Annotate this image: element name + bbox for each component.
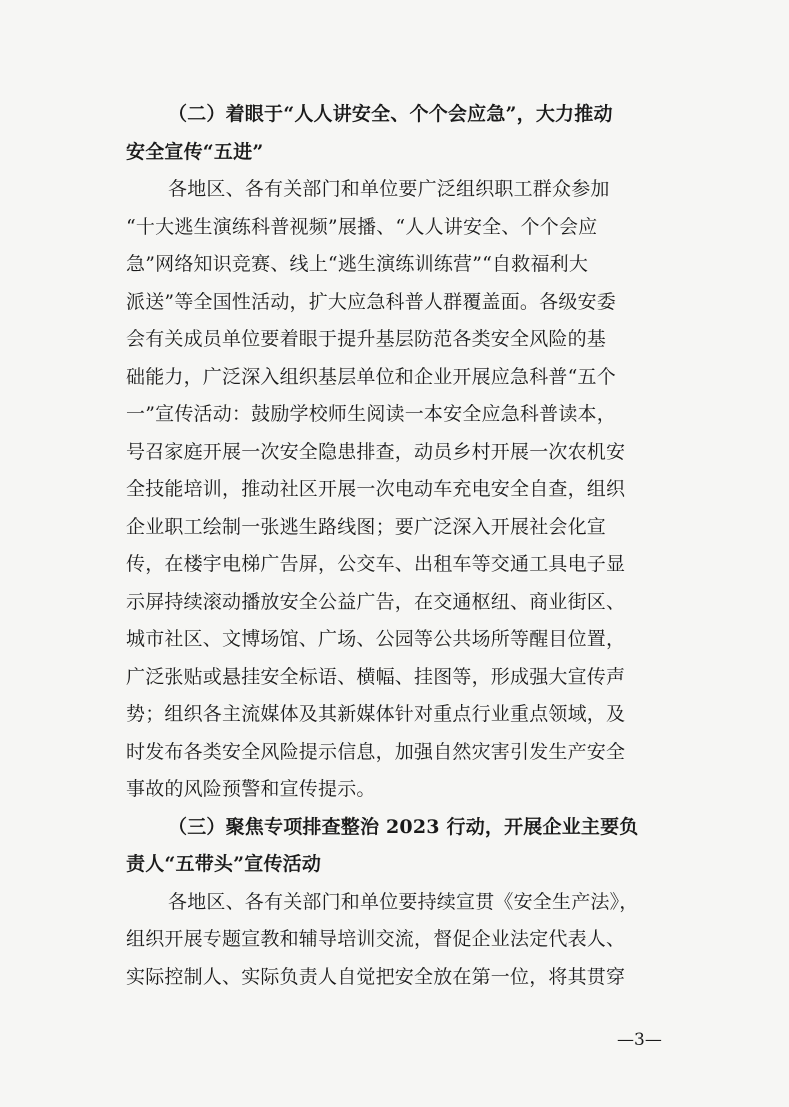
paragraph-line: 示屏持续滚动播放安全公益广告，在交通枢纽、商业街区、 — [126, 590, 626, 613]
paragraph-line: 会有关成员单位要着眼于提升基层防范各类安全风险的基 — [126, 328, 607, 350]
paragraph-line: 急”网络知识竞赛、线上“逃生演练训练营”“自救福利大 — [126, 253, 589, 275]
paragraph-line: 各地区、各有关部门和单位要持续宣贯《安全生产法》， — [168, 890, 639, 913]
paragraph-line: 础能力，广泛深入组织基层单位和企业开展应急科普“五个 — [126, 365, 616, 388]
paragraph-line: 组织开展专题宣教和辅导培训交流，督促企业法定代表人、 — [126, 928, 626, 950]
page-number: —3— — [617, 1030, 662, 1050]
paragraph-line: “十大逃生演练科普视频”展播、“人人讲安全、个个会应 — [126, 215, 598, 238]
paragraph-line: 企业职工绘制一张逃生路线图；要广泛深入开展社会化宣 — [126, 515, 607, 538]
paragraph-line: 各地区、各有关部门和单位要广泛组织职工群众参加 — [168, 178, 610, 200]
paragraph-line: 号召家庭开展一次安全隐患排查，动员乡村开展一次农机安 — [126, 440, 626, 463]
paragraph-line: 派送”等全国性活动，扩大应急科普人群覆盖面。各级安委 — [126, 290, 616, 313]
paragraph-line: 一”宣传活动：鼓励学校师生阅读一本安全应急科普读本， — [126, 403, 616, 425]
paragraph-line: 广泛张贴或悬挂安全标语、横幅、挂图等，形成强大宣传声 — [126, 665, 626, 688]
section-heading-2-cont: 安全宣传“五进” — [126, 140, 264, 163]
paragraph-line: 时发布各类安全风险提示信息，加强自然灾害引发生产安全 — [126, 740, 626, 763]
section-heading-3: （三）聚焦专项排查整治 2023 行动，开展企业主要负 — [168, 815, 639, 838]
section-heading-3-cont: 责人“五带头”宣传活动 — [126, 853, 322, 875]
paragraph-line: 全技能培训，推动社区开展一次电动车充电安全自查，组织 — [126, 478, 626, 500]
document-body — [126, 96, 686, 996]
paragraph-line: 事故的风险预警和宣传提示。 — [126, 778, 376, 800]
paragraph-line: 实际控制人、实际负责人自觉把安全放在第一位，将其贯穿 — [126, 965, 626, 988]
paragraph-line: 城市社区、文博场馆、广场、公园等公共场所等醒目位置， — [126, 628, 626, 650]
section-heading-2: （二）着眼于“人人讲安全、个个会应急”，大力推动 — [168, 103, 613, 125]
paragraph-line: 势；组织各主流媒体及其新媒体针对重点行业重点领域，及 — [126, 703, 626, 725]
paragraph-line: 传，在楼宇电梯广告屏，公交车、出租车等交通工具电子显 — [126, 553, 626, 575]
